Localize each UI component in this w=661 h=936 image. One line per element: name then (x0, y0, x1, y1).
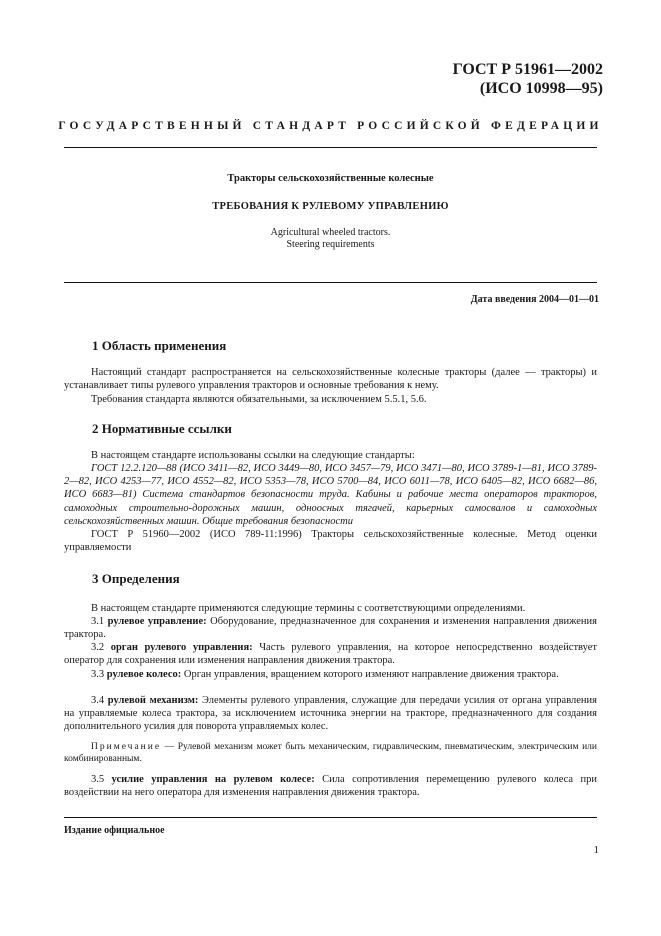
doc-subject: Тракторы сельскохозяйственные колесные (227, 173, 434, 184)
title-divider (64, 282, 597, 283)
iso-number: (ИСО 10998—95) (479, 80, 603, 97)
top-divider (64, 147, 597, 148)
section-3-intro: В настоящем стандарте применяются следующие термины с соответствующими определениями. (91, 603, 526, 614)
doc-title-english (0, 227, 661, 251)
definition-3-2: 3.2 орган рулевого управления: Часть рулевого управления, на которое непосредственно воздействует оператор для сохранения или изменения направления движения трактора. (64, 642, 598, 667)
section-2-reference-2: ГОСТ Р 51960—2002 (ИСО 789-11:1996) Тракторы сельскохозяйственные колесные. Метод оценки управляемости (64, 529, 597, 554)
effective-date: Дата введения 2004—01—01 (470, 294, 599, 305)
definition-3-4: 3.4 рулевой механизм: Элементы рулевого управления, служащие для передачи усилия от органа управления на управляемые колеса трактора, за исключением источника энергии на тракторе, предназначенного для создания дополнительного усилия для поворота управляемых колес. (64, 695, 598, 733)
english-title-line2: Steering requirements (286, 239, 375, 250)
doc-title: ТРЕБОВАНИЯ К РУЛЕВОМУ УПРАВЛЕНИЮ (212, 201, 449, 212)
definition-3-3: 3.3 рулевое колесо: Орган управления, вращением которого изменяют направление движения трактора. (91, 669, 559, 680)
definition-3-1: 3.1 рулевое управление: Оборудование, предназначенное для сохранения и изменения направления движения трактора. (64, 616, 597, 641)
state-standard-title: ГОСУДАРСТВЕННЫЙ СТАНДАРТ РОССИЙСКОЙ ФЕДЕРАЦИИ (58, 120, 603, 132)
gost-number: ГОСТ Р 51961—2002 (452, 61, 603, 78)
section-1-paragraph-1: Настоящий стандарт распространяется на сельскохозяйственные колесные тракторы (далее — тракторы) и устанавливает типы рулевого управления тракторов и основные требования к нему. (64, 367, 597, 392)
definition-3-5: 3.5 усилие управления на рулевом колесе: Сила сопротивления перемещению рулевого колеса при воздействии на него оператора для изменения направления движения трактора. (64, 774, 597, 799)
edition-label: Издание официальное (64, 825, 165, 836)
english-title-line1: Agricultural wheeled tractors. (270, 227, 391, 238)
section-2-reference-1: ГОСТ 12.2.120—88 (ИСО 3411—82, ИСО 3449—80, ИСО 3457—79, ИСО 3471—80, ИСО 3789-1—81, ИСО 3789-2—82, ИСО 4253—77, ИСО 4552—82, ИСО 5353—78, ИСО 5700—84, ИСО 6011—78, ИСО 6405—82, ИСО 6682—86, ИСО 6683—81) Система стандартов безопасности труда. Кабины и рабочие места операторов тракторов, самоходных строительно-дорожных машин, одноосных тягачей, карьерных самосвалов и самоходных сельскохозяйственных машин. Общие требования безопасности (64, 463, 597, 527)
section-1-heading: 1 Область применения (92, 338, 227, 353)
page-number: 1 (593, 844, 599, 856)
section-1-paragraph-2: Требования стандарта являются обязательными, за исключением 5.5.1, 5.6. (91, 394, 427, 405)
section-2-heading: 2 Нормативные ссылки (92, 421, 232, 436)
standard-designation (453, 60, 603, 98)
footer-divider (64, 817, 597, 818)
section-3-heading: 3 Определения (92, 571, 180, 586)
definition-note: Примечание — Рулевой механизм может быть механическим, гидравлическим, пневматическим, электрическим или комбинированным. (64, 742, 597, 764)
section-2-paragraph-1: В настоящем стандарте использованы ссылки на следующие стандарты: (91, 450, 415, 461)
